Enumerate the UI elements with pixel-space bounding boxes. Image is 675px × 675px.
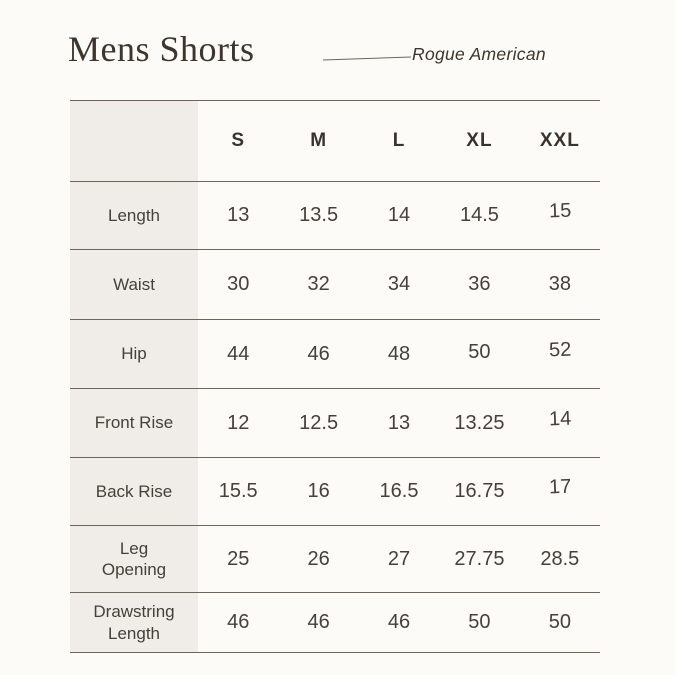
- row-label: Back Rise: [70, 458, 198, 525]
- size-value-cell: 15: [548, 199, 572, 223]
- size-value-cell: 13.25: [454, 411, 505, 434]
- column-header-s: S: [231, 130, 246, 151]
- size-value-cell: 25: [227, 547, 250, 570]
- column-header-m: M: [310, 130, 328, 151]
- size-value-cell: 46: [307, 611, 330, 633]
- row-label: Hip: [70, 320, 198, 388]
- size-value-cell: 27: [387, 547, 411, 570]
- size-chart-table: [70, 100, 600, 653]
- column-header-xl: XL: [466, 130, 493, 151]
- size-value-cell: 27.75: [454, 547, 505, 570]
- size-value-cell: 46: [387, 611, 411, 633]
- row-label: Drawstring Length: [70, 593, 198, 652]
- size-value-cell: 12: [227, 411, 250, 434]
- size-value-cell: 50: [468, 340, 491, 363]
- size-value-cell: 13: [227, 204, 250, 226]
- size-value-cell: 46: [307, 342, 330, 365]
- size-value-cell: 52: [548, 338, 572, 361]
- row-label: Waist: [70, 250, 198, 319]
- size-value-cell: 14.5: [459, 204, 499, 226]
- size-value-cell: 16.75: [454, 480, 505, 502]
- size-value-cell: 17: [548, 475, 572, 499]
- decorative-line: [323, 56, 411, 60]
- size-value-cell: 13: [387, 411, 411, 434]
- size-value-cell: 12.5: [299, 411, 339, 434]
- table-header-row: [70, 100, 600, 181]
- table-row-leg-opening: [70, 525, 600, 592]
- size-value-cell: 46: [227, 611, 250, 633]
- corner-cell: [70, 101, 198, 181]
- size-value-cell: 34: [387, 273, 411, 295]
- table-row-back-rise: [70, 457, 600, 525]
- size-value-cell: 14: [387, 204, 411, 226]
- page-title: Mens Shorts: [68, 29, 255, 69]
- row-label: Front Rise: [70, 389, 198, 457]
- size-value-cell: 26: [307, 547, 330, 570]
- size-value-cell: 38: [548, 273, 571, 295]
- size-value-cell: 48: [387, 342, 411, 365]
- column-header-xxl: XXL: [539, 130, 580, 151]
- size-value-cell: 36: [468, 273, 491, 295]
- column-header-l: L: [392, 130, 406, 151]
- row-label: Leg Opening: [70, 526, 198, 592]
- size-value-cell: 14: [548, 407, 572, 430]
- size-value-cell: 32: [307, 273, 330, 295]
- size-value-cell: 50: [548, 611, 571, 633]
- table-row-waist: [70, 249, 600, 319]
- size-value-cell: 44: [227, 342, 250, 365]
- table-row-drawstring-length: [70, 592, 600, 652]
- brand-name: Rogue American: [412, 44, 546, 64]
- chart-header: [0, 0, 675, 100]
- table-row-length: [70, 181, 600, 249]
- size-value-cell: 15.5: [218, 480, 258, 502]
- size-value-cell: 30: [227, 273, 250, 295]
- size-value-cell: 16: [307, 480, 330, 502]
- table-row-hip: [70, 319, 600, 388]
- row-label: Length: [70, 182, 198, 249]
- table-row-front-rise: [70, 388, 600, 457]
- size-value-cell: 16.5: [379, 480, 419, 502]
- size-value-cell: 28.5: [540, 547, 580, 570]
- size-value-cell: 50: [468, 611, 491, 633]
- size-value-cell: 13.5: [299, 204, 339, 226]
